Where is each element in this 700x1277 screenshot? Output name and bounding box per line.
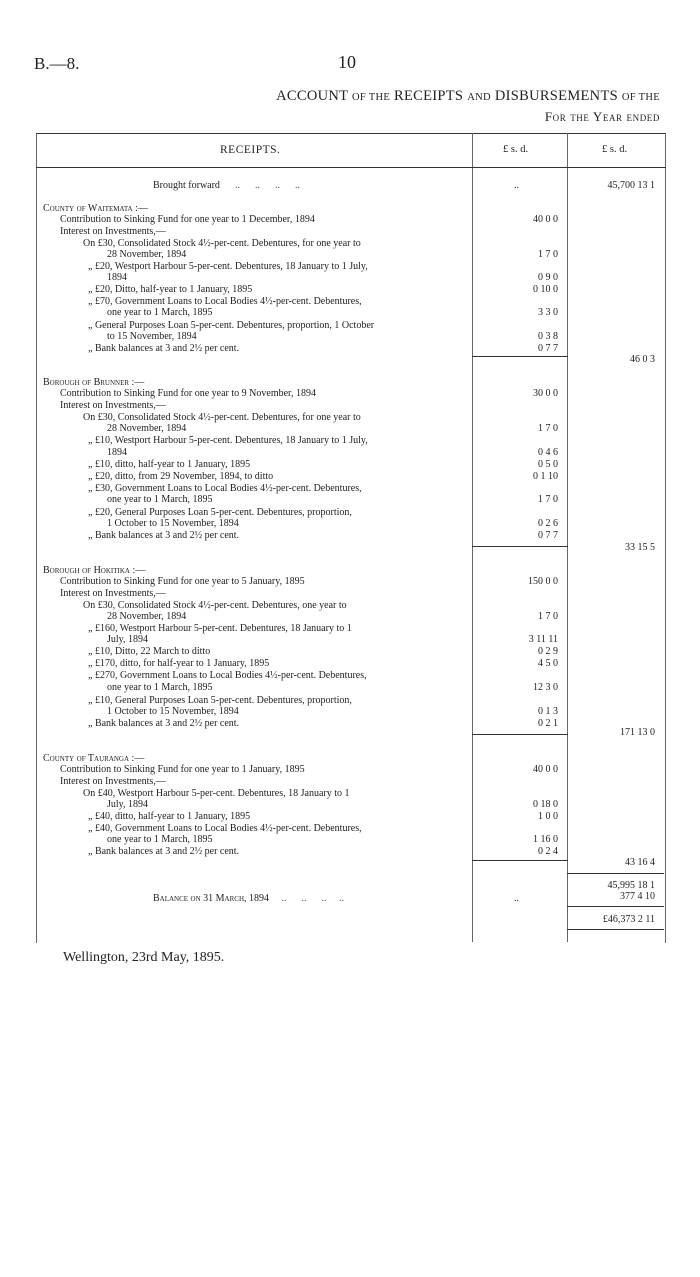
grand-total: £46,373 2 11 <box>602 914 655 925</box>
ledger-line: „ £20, Westport Harbour 5-per-cent. Debentures, 18 January to 1 July, <box>88 261 368 272</box>
ledger-amount: 1 16 0 <box>533 834 558 845</box>
place-and-date: Wellington, 23rd May, 1895. <box>63 950 225 965</box>
ledger-amount: 0 5 0 <box>538 459 558 470</box>
ledger-line: 1894 <box>107 447 127 458</box>
title-word: AND <box>467 92 491 103</box>
ledger-amount: 0 2 4 <box>538 846 558 857</box>
subtotal-rule <box>472 860 568 861</box>
ledger-line: „ £70, Government Loans to Local Bodies 4½-per-cent. Debentures, <box>88 296 362 307</box>
ledger-amount: 12 3 0 <box>533 682 558 693</box>
subtotal-rule <box>472 734 568 735</box>
balance-col1: .. <box>514 893 519 904</box>
column-divider <box>567 133 568 942</box>
ledger-line: „ £20, General Purposes Loan 5-per-cent. Debentures, proportion, <box>88 507 352 518</box>
ledger-amount: 0 2 9 <box>538 646 558 657</box>
header-receipts: RECEIPTS. <box>220 144 281 156</box>
ledger-line: „ £10, ditto, half-year to 1 January, 1895 <box>88 459 251 470</box>
ledger-amount: 3 11 11 <box>528 634 558 645</box>
ledger-line: July, 1894 <box>107 799 149 810</box>
ledger-line: to 15 November, 1894 <box>107 331 197 342</box>
ledger-amount: 1 0 0 <box>538 811 558 822</box>
ledger-line: one year to 1 March, 1895 <box>107 494 213 505</box>
ledger-line: „ £30, Government Loans to Local Bodies 4½-per-cent. Debentures, <box>88 483 362 494</box>
ledger-amount: 0 3 8 <box>538 331 558 342</box>
ledger-line: 28 November, 1894 <box>107 611 187 622</box>
subtotal-rule <box>472 356 568 357</box>
ledger-amount: 40 0 0 <box>533 764 558 775</box>
brought-forward-total: 45,700 13 1 <box>607 180 655 191</box>
ledger-amount: 0 2 1 <box>538 718 558 729</box>
ledger-amount: 4 5 0 <box>538 658 558 669</box>
ledger-line: „ £160, Westport Harbour 5-per-cent. Debentures, 18 January to 1 <box>88 623 352 634</box>
ledger-line: „ Bank balances at 3 and 2½ per cent. <box>88 846 240 857</box>
total-rule <box>567 929 664 930</box>
balance-label <box>153 893 344 904</box>
ledger-line: „ £40, ditto, half-year to 1 January, 1895 <box>88 811 251 822</box>
ledger-amount: 40 0 0 <box>533 214 558 225</box>
ledger-amount: 0 18 0 <box>533 799 558 810</box>
header-col1-currency: £ s. d. <box>503 144 529 155</box>
ledger-amount: 150 0 0 <box>528 576 558 587</box>
ledger-line: „ £20, Ditto, half-year to 1 January, 1895 <box>88 284 253 295</box>
account-title <box>276 88 660 105</box>
ledger-amount: 0 9 0 <box>538 272 558 283</box>
ledger-amount: 30 0 0 <box>533 388 558 399</box>
section-total-waitemata: 46 0 3 <box>630 354 655 365</box>
ledger-line: 1 October to 15 November, 1894 <box>107 518 239 529</box>
section-heading-tauranga: County of Tauranga :— <box>43 753 145 764</box>
ledger-line: On £30, Consolidated Stock 4½-per-cent. Debentures, for one year to <box>83 238 361 249</box>
column-divider <box>472 133 473 942</box>
ledger-line: one year to 1 March, 1895 <box>107 834 213 845</box>
ledger-amount: 0 10 0 <box>533 284 558 295</box>
ledger-line: „ £40, Government Loans to Local Bodies 4½-per-cent. Debentures, <box>88 823 362 834</box>
row-text: Brought forward <box>153 180 220 191</box>
ledger-line: Interest on Investments,— <box>60 400 166 411</box>
ledger-line: Contribution to Sinking Fund for one year to 1 December, 1894 <box>60 214 315 225</box>
title-word: OF THE <box>352 92 391 103</box>
ledger-line: one year to 1 March, 1895 <box>107 682 213 693</box>
section-heading-waitemata: County of Waitemata :— <box>43 203 148 214</box>
ledger-amount: 1 7 0 <box>538 611 558 622</box>
section-total-hokitika: 171 13 0 <box>620 727 655 738</box>
ledger-line: „ £170, ditto, for half-year to 1 January, 1895 <box>88 658 270 669</box>
header-col2-currency: £ s. d. <box>602 144 628 155</box>
ledger-amount: 0 1 10 <box>533 471 558 482</box>
ledger-amount: 1 7 0 <box>538 423 558 434</box>
ledger-amount: 0 2 6 <box>538 518 558 529</box>
title-word: DISBURSEMENTS <box>494 88 618 104</box>
ledger-line: „ £20, ditto, from 29 November, 1894, to ditto <box>88 471 274 482</box>
subtotal-rule <box>567 873 664 874</box>
header-rule <box>36 167 666 168</box>
column-subtotal: 45,995 18 1 <box>607 880 655 891</box>
ledger-line: July, 1894 <box>107 634 149 645</box>
leader-dots: .. .. .. .. <box>222 180 300 191</box>
ledger-line: 1 October to 15 November, 1894 <box>107 706 239 717</box>
ledger-line: Interest on Investments,— <box>60 776 166 787</box>
ledger-line: Interest on Investments,— <box>60 226 166 237</box>
ledger-line: „ £10, Westport Harbour 5-per-cent. Debentures, 18 January to 1 July, <box>88 435 368 446</box>
ledger-line: On £40, Westport Harbour 5-per-cent. Debentures, 18 January to 1 <box>83 788 350 799</box>
account-subtitle: For the Year ended <box>544 109 660 124</box>
ledger-amount: 0 7 7 <box>538 530 558 541</box>
ledger-line: Contribution to Sinking Fund for one year to 1 January, 1895 <box>60 764 305 775</box>
subtotal-rule <box>472 546 568 547</box>
ledger-line: Interest on Investments,— <box>60 588 166 599</box>
section-total-tauranga: 43 16 4 <box>625 857 655 868</box>
ledger-line: Contribution to Sinking Fund for one year to 5 January, 1895 <box>60 576 305 587</box>
ledger-amount: 3 3 0 <box>538 307 558 318</box>
section-heading-hokitika: Borough of Hokitika :— <box>43 565 146 576</box>
ledger-line: 28 November, 1894 <box>107 423 187 434</box>
ledger-line: Contribution to Sinking Fund for one year to 9 November, 1894 <box>60 388 316 399</box>
row-text: Balance on 31 March, 1894 <box>153 893 270 904</box>
ledger-amount: 1 7 0 <box>538 494 558 505</box>
ledger-line: On £30, Consolidated Stock 4½-per-cent. Debentures, for one year to <box>83 412 361 423</box>
brought-forward-label <box>153 180 300 191</box>
ledger-line: 28 November, 1894 <box>107 249 187 260</box>
page-reference: B.—8. <box>34 54 80 73</box>
title-word: ACCOUNT <box>276 88 349 104</box>
ledger-line: „ £10, General Purposes Loan 5-per-cent. Debentures, proportion, <box>88 695 352 706</box>
ledger-line: 1894 <box>107 272 127 283</box>
ledger-line: „ Bank balances at 3 and 2½ per cent. <box>88 530 240 541</box>
leader-dots: .. .. .. .. <box>271 893 345 904</box>
section-heading-brunner: Borough of Brunner :— <box>43 377 145 388</box>
ledger-line: „ £270, Government Loans to Local Bodies 4½-per-cent. Debentures, <box>88 670 367 681</box>
title-word: OF THE <box>621 92 660 103</box>
ledger-amount: 0 7 7 <box>538 343 558 354</box>
ledger-line: On £30, Consolidated Stock 4½-per-cent. Debentures, one year to <box>83 600 347 611</box>
ledger-line: „ £10, Ditto, 22 March to ditto <box>88 646 211 657</box>
ledger-line: „ Bank balances at 3 and 2½ per cent. <box>88 343 240 354</box>
total-rule <box>567 906 664 907</box>
section-total-brunner: 33 15 5 <box>625 542 655 553</box>
ledger-line: one year to 1 March, 1895 <box>107 307 213 318</box>
page-number: 10 <box>338 52 356 72</box>
title-word: RECEIPTS <box>394 88 464 104</box>
ledger-line: „ Bank balances at 3 and 2½ per cent. <box>88 718 240 729</box>
ledger-amount: 0 1 3 <box>538 706 558 717</box>
ledger-amount: 1 7 0 <box>538 249 558 260</box>
ledger-line: „ General Purposes Loan 5-per-cent. Debentures, proportion, 1 October <box>88 320 375 331</box>
ledger-amount: 0 4 6 <box>538 447 558 458</box>
balance-value: 377 4 10 <box>620 891 655 902</box>
brought-forward-col1: .. <box>514 180 519 191</box>
